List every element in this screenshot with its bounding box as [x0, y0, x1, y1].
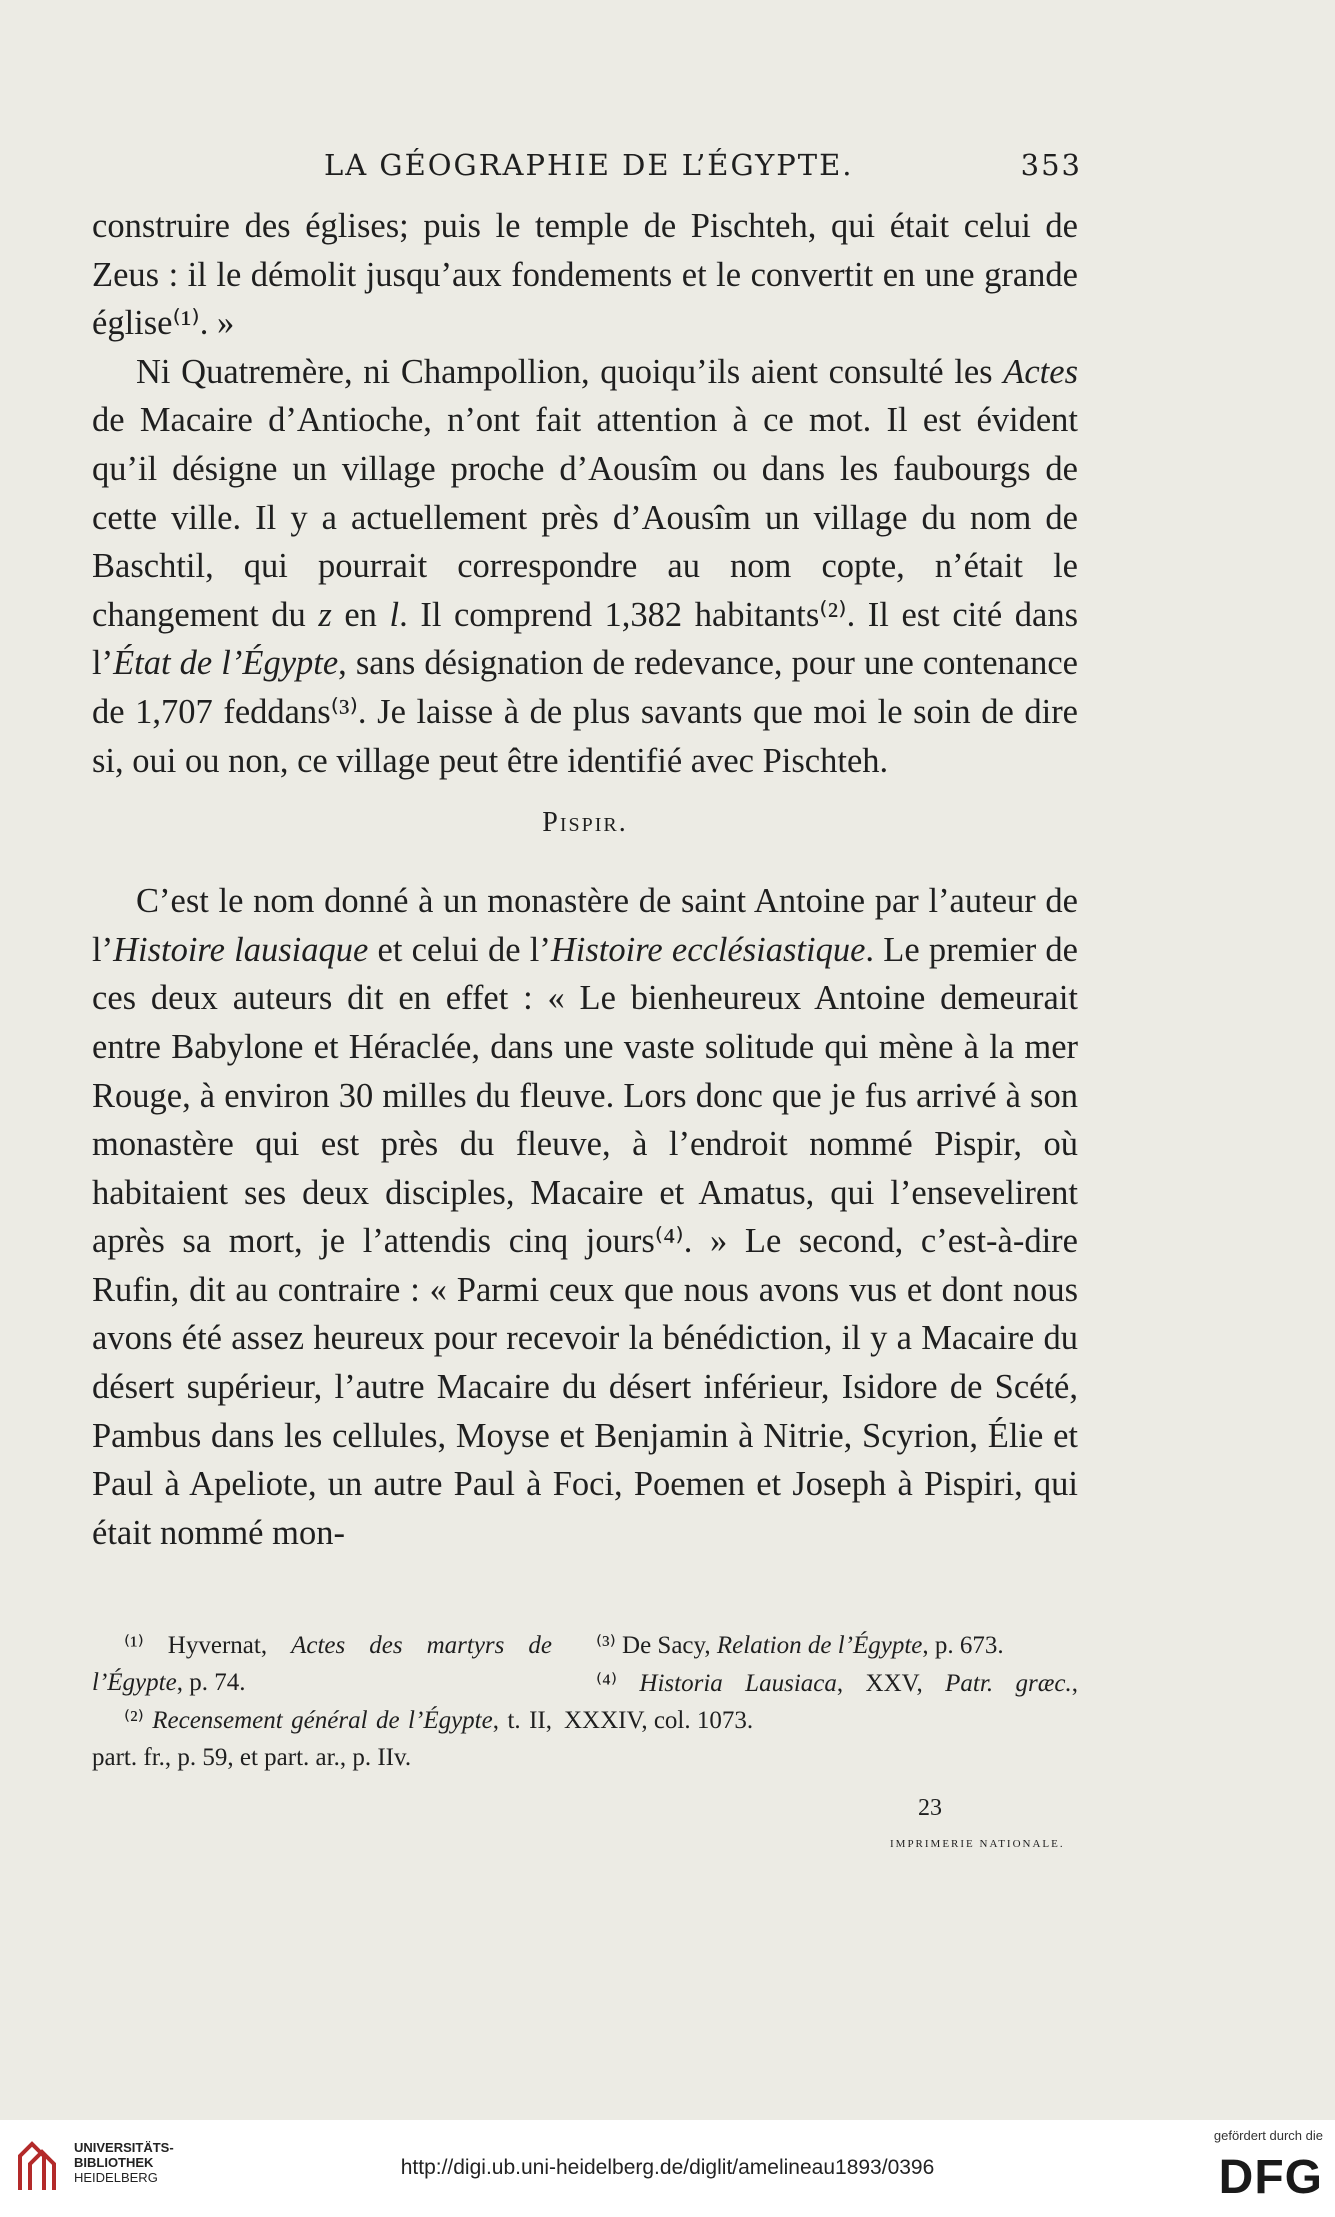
library-name-line: UNIVERSITÄTS-: [74, 2140, 174, 2155]
text-run: et celui de l’: [368, 930, 551, 969]
italic-title: Histoire ecclésiastique: [550, 930, 866, 969]
footnote-text: , t. II, part. fr., p. 59, et part. ar., p. IIv.: [92, 1707, 552, 1771]
italic-letter: z: [318, 595, 332, 634]
footnote-text: ⁽⁴⁾: [596, 1670, 640, 1697]
dfg-logo: DFG: [1218, 2151, 1323, 2204]
footnote-2: [92, 1702, 552, 1776]
funding-label: gefördert durch die: [1213, 2128, 1323, 2143]
footnote-italic: Actes des martyrs de l’Égypte: [92, 1632, 553, 1696]
footnote-1: [92, 1627, 552, 1701]
footnotes-right-column: [564, 1627, 1078, 1739]
library-name-line: BIBLIOTHEK: [74, 2155, 154, 2170]
permalink-url[interactable]: http://digi.ub.uni-heidelberg.de/diglit/amelineau1893/0396: [400, 2156, 935, 2179]
footnote-italic: Recensement général de l’Égypte: [152, 1707, 493, 1734]
text-run: en: [331, 595, 390, 634]
footnote-text: , p. 74.: [176, 1669, 246, 1696]
text-run: , sans désignation de redevance, pour une contenance de 1,707 feddans⁽³⁾. Je laisse à de plus savants que moi le soin de dire si, oui ou non, ce village peut être identifié avec Pischteh.: [92, 644, 1078, 780]
footnote-3: [564, 1627, 1078, 1664]
footnote-italic: Relation de l’Égypte: [716, 1632, 923, 1659]
footnote-text: , XXXIV, col. 1073.: [564, 1670, 1078, 1734]
italic-title: Histoire lausiaque: [113, 930, 369, 969]
footnote-italic: Patr. græc.: [945, 1670, 1072, 1697]
page-number: 353: [1020, 148, 1082, 182]
text-run: de Macaire d’Antioche, n’ont fait attention à ce mot. Il est évident qu’il désigne un village proche d’Aousîm ou dans les faubourgs de cette ville. Il y a actuellement près d’Aousîm un village du nom de Baschtil, qui pourrait correspondre au nom copte, n’était le changement du: [92, 401, 1078, 634]
text-run: Ni Quatremère, ni Champollion, quoiqu’ils aient consulté les: [136, 352, 1004, 391]
footnote-text: ⁽¹⁾ Hyvernat,: [124, 1632, 292, 1659]
italic-letter: l: [389, 595, 400, 634]
italic-title: Actes: [1003, 352, 1078, 391]
footnotes-left-column: [92, 1627, 552, 1776]
paragraph-3: [92, 877, 1078, 1557]
section-title-text: Pispir.: [542, 807, 628, 839]
printer-signature: 23: [918, 1795, 942, 1821]
footnote-italic: Historia Lausiaca: [639, 1670, 837, 1697]
library-name-line: HEIDELBERG: [74, 2170, 158, 2185]
paragraph-2: [92, 348, 1078, 785]
footnote-text: , XXV,: [836, 1670, 946, 1697]
footnote-4: [564, 1665, 1078, 1739]
running-head-title: LA GÉOGRAPHIE DE L’ÉGYPTE.: [324, 148, 854, 182]
text-run: C’est le nom donné à un monastère de saint Antoine par l’auteur de l’: [92, 882, 1078, 969]
italic-title: État de l’Égypte: [113, 644, 339, 683]
footnote-text: ⁽²⁾: [124, 1707, 153, 1734]
text-run: . Le premier de ces deux auteurs dit en effet : « Le bienheureux Antoine demeurait entre Babylone et Héraclée, dans une vaste solitude qui mène à la mer Rouge, à environ 30 milles du fleuve. Lors donc que je fus arrivé à son monastère qui est près du fleuve, à l’endroit nommé Pispir, où habitaient ses deux disciples, Macaire et Amatus, qui l’ensevelirent après sa mort, je l’attendis cinq jours⁽⁴⁾. » Le second, c’est-à-dire Rufin, dit au contraire : « Parmi ceux que nous avons vus et dont nous avons été assez heureux pour recevoir la bénédiction, il y a Macaire du désert supérieur, l’autre Macaire du désert inférieur, Isidore de Scété, Pambus dans les cellules, Moyse et Benjamin à Nitrie, Scyrion, Élie et Paul à Apeliote, un autre Paul à Foci, Poemen et Joseph à Pispiri, qui était nommé mon-: [92, 930, 1078, 1552]
imprint-line: IMPRIMERIE NATIONALE.: [890, 1838, 1065, 1850]
footnote-text: , p. 673.: [922, 1632, 1004, 1659]
section-title: [92, 793, 1078, 853]
body-text: [92, 202, 1078, 1557]
paragraph-1: construire des églises; puis le temple de Pischteh, qui était celui de Zeus : il le démolit jusqu’aux fondements et le convertit en une grande église⁽¹⁾. »: [92, 207, 1078, 343]
viewer-footer: [0, 2120, 1335, 2217]
footnote-text: ⁽³⁾ De Sacy,: [596, 1632, 717, 1659]
text-run: . Il comprend 1,382 habitants⁽²⁾. Il est cité dans l’: [92, 595, 1078, 683]
